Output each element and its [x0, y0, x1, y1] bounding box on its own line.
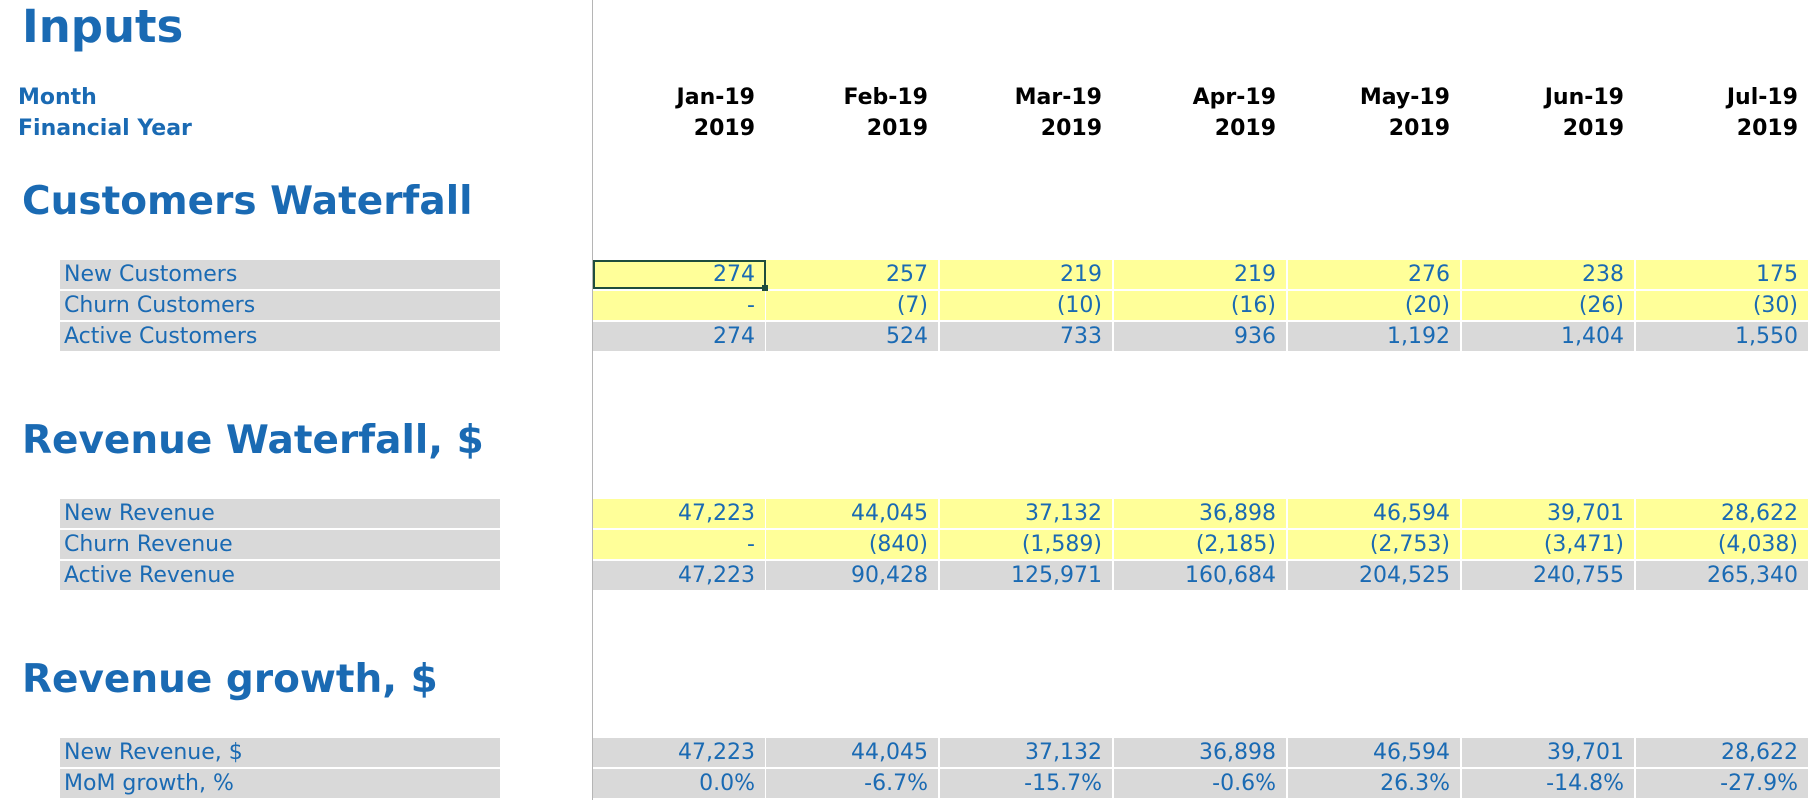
month-header-cell[interactable]: Mar-19: [1014, 85, 1102, 110]
data-cell[interactable]: 160,684: [1114, 561, 1287, 590]
data-cell[interactable]: 0.0%: [593, 769, 766, 798]
section-title: Revenue growth, $: [22, 657, 438, 702]
data-cell[interactable]: (26): [1462, 291, 1635, 320]
year-header-cell[interactable]: 2019: [1214, 116, 1276, 141]
data-cell[interactable]: 47,223: [593, 738, 766, 767]
row-label[interactable]: Churn Customers: [60, 291, 500, 320]
month-header-cell[interactable]: Jun-19: [1544, 85, 1624, 110]
data-cell[interactable]: 240,755: [1462, 561, 1635, 590]
data-cell[interactable]: (16): [1114, 291, 1287, 320]
data-cell[interactable]: 524: [766, 322, 939, 351]
month-header-cell[interactable]: Apr-19: [1192, 85, 1276, 110]
data-cell[interactable]: 46,594: [1288, 738, 1461, 767]
data-cell[interactable]: (1,589): [940, 530, 1113, 559]
data-cell[interactable]: 36,898: [1114, 499, 1287, 528]
data-cell[interactable]: 90,428: [766, 561, 939, 590]
data-cell[interactable]: 37,132: [940, 738, 1113, 767]
section-title: Customers Waterfall: [22, 179, 473, 224]
data-cell[interactable]: 39,701: [1462, 499, 1635, 528]
data-cell[interactable]: 733: [940, 322, 1113, 351]
month-header-cell[interactable]: Jan-19: [676, 85, 755, 110]
data-cell[interactable]: -: [593, 291, 766, 320]
data-cell[interactable]: (10): [940, 291, 1113, 320]
month-header-cell[interactable]: Jul-19: [1726, 85, 1798, 110]
row-label[interactable]: Active Customers: [60, 322, 500, 351]
data-cell[interactable]: 204,525: [1288, 561, 1461, 590]
year-header-cell[interactable]: 2019: [1736, 116, 1798, 141]
data-cell[interactable]: 1,550: [1636, 322, 1809, 351]
data-cell[interactable]: -: [593, 530, 766, 559]
data-cell[interactable]: 936: [1114, 322, 1287, 351]
data-cell[interactable]: 26.3%: [1288, 769, 1461, 798]
row-label[interactable]: Churn Revenue: [60, 530, 500, 559]
data-cell[interactable]: -14.8%: [1462, 769, 1635, 798]
data-cell[interactable]: 274: [593, 322, 766, 351]
financial-year-label: Financial Year: [18, 116, 192, 141]
data-cell[interactable]: 28,622: [1636, 499, 1809, 528]
month-header-cell[interactable]: Feb-19: [843, 85, 928, 110]
data-cell[interactable]: (20): [1288, 291, 1461, 320]
data-cell[interactable]: 39,701: [1462, 738, 1635, 767]
data-cell[interactable]: 276: [1288, 260, 1461, 289]
data-cell[interactable]: 47,223: [593, 499, 766, 528]
data-cell[interactable]: (2,185): [1114, 530, 1287, 559]
data-cell[interactable]: 257: [766, 260, 939, 289]
selected-cell[interactable]: 274: [593, 260, 766, 289]
data-cell[interactable]: 46,594: [1288, 499, 1461, 528]
year-header-cell[interactable]: 2019: [866, 116, 928, 141]
section-title: Revenue Waterfall, $: [22, 418, 484, 463]
row-label[interactable]: MoM growth, %: [60, 769, 500, 798]
row-label[interactable]: New Revenue: [60, 499, 500, 528]
data-cell[interactable]: 47,223: [593, 561, 766, 590]
data-cell[interactable]: 1,404: [1462, 322, 1635, 351]
data-cell[interactable]: 36,898: [1114, 738, 1287, 767]
year-header-cell[interactable]: 2019: [1040, 116, 1102, 141]
year-header-cell[interactable]: 2019: [1562, 116, 1624, 141]
data-cell[interactable]: -6.7%: [766, 769, 939, 798]
data-cell[interactable]: (4,038): [1636, 530, 1809, 559]
data-cell[interactable]: 44,045: [766, 738, 939, 767]
data-cell[interactable]: -27.9%: [1636, 769, 1809, 798]
row-label[interactable]: Active Revenue: [60, 561, 500, 590]
data-cell[interactable]: -15.7%: [940, 769, 1113, 798]
sheet-title: Inputs: [22, 0, 184, 53]
data-cell[interactable]: 44,045: [766, 499, 939, 528]
year-header-cell[interactable]: 2019: [693, 116, 755, 141]
data-cell[interactable]: 125,971: [940, 561, 1113, 590]
data-cell[interactable]: 28,622: [1636, 738, 1809, 767]
data-cell[interactable]: -0.6%: [1114, 769, 1287, 798]
data-cell[interactable]: 238: [1462, 260, 1635, 289]
fill-handle[interactable]: [762, 285, 768, 291]
row-label[interactable]: New Revenue, $: [60, 738, 500, 767]
data-cell[interactable]: (2,753): [1288, 530, 1461, 559]
data-cell[interactable]: 175: [1636, 260, 1809, 289]
month-label: Month: [18, 85, 97, 110]
data-cell[interactable]: (7): [766, 291, 939, 320]
data-cell[interactable]: (3,471): [1462, 530, 1635, 559]
data-cell[interactable]: 219: [940, 260, 1113, 289]
row-label[interactable]: New Customers: [60, 260, 500, 289]
data-cell[interactable]: 265,340: [1636, 561, 1809, 590]
month-header-cell[interactable]: May-19: [1359, 85, 1450, 110]
year-header-cell[interactable]: 2019: [1388, 116, 1450, 141]
data-cell[interactable]: (30): [1636, 291, 1809, 320]
data-cell[interactable]: 37,132: [940, 499, 1113, 528]
data-cell[interactable]: (840): [766, 530, 939, 559]
data-cell[interactable]: 219: [1114, 260, 1287, 289]
data-cell[interactable]: 1,192: [1288, 322, 1461, 351]
